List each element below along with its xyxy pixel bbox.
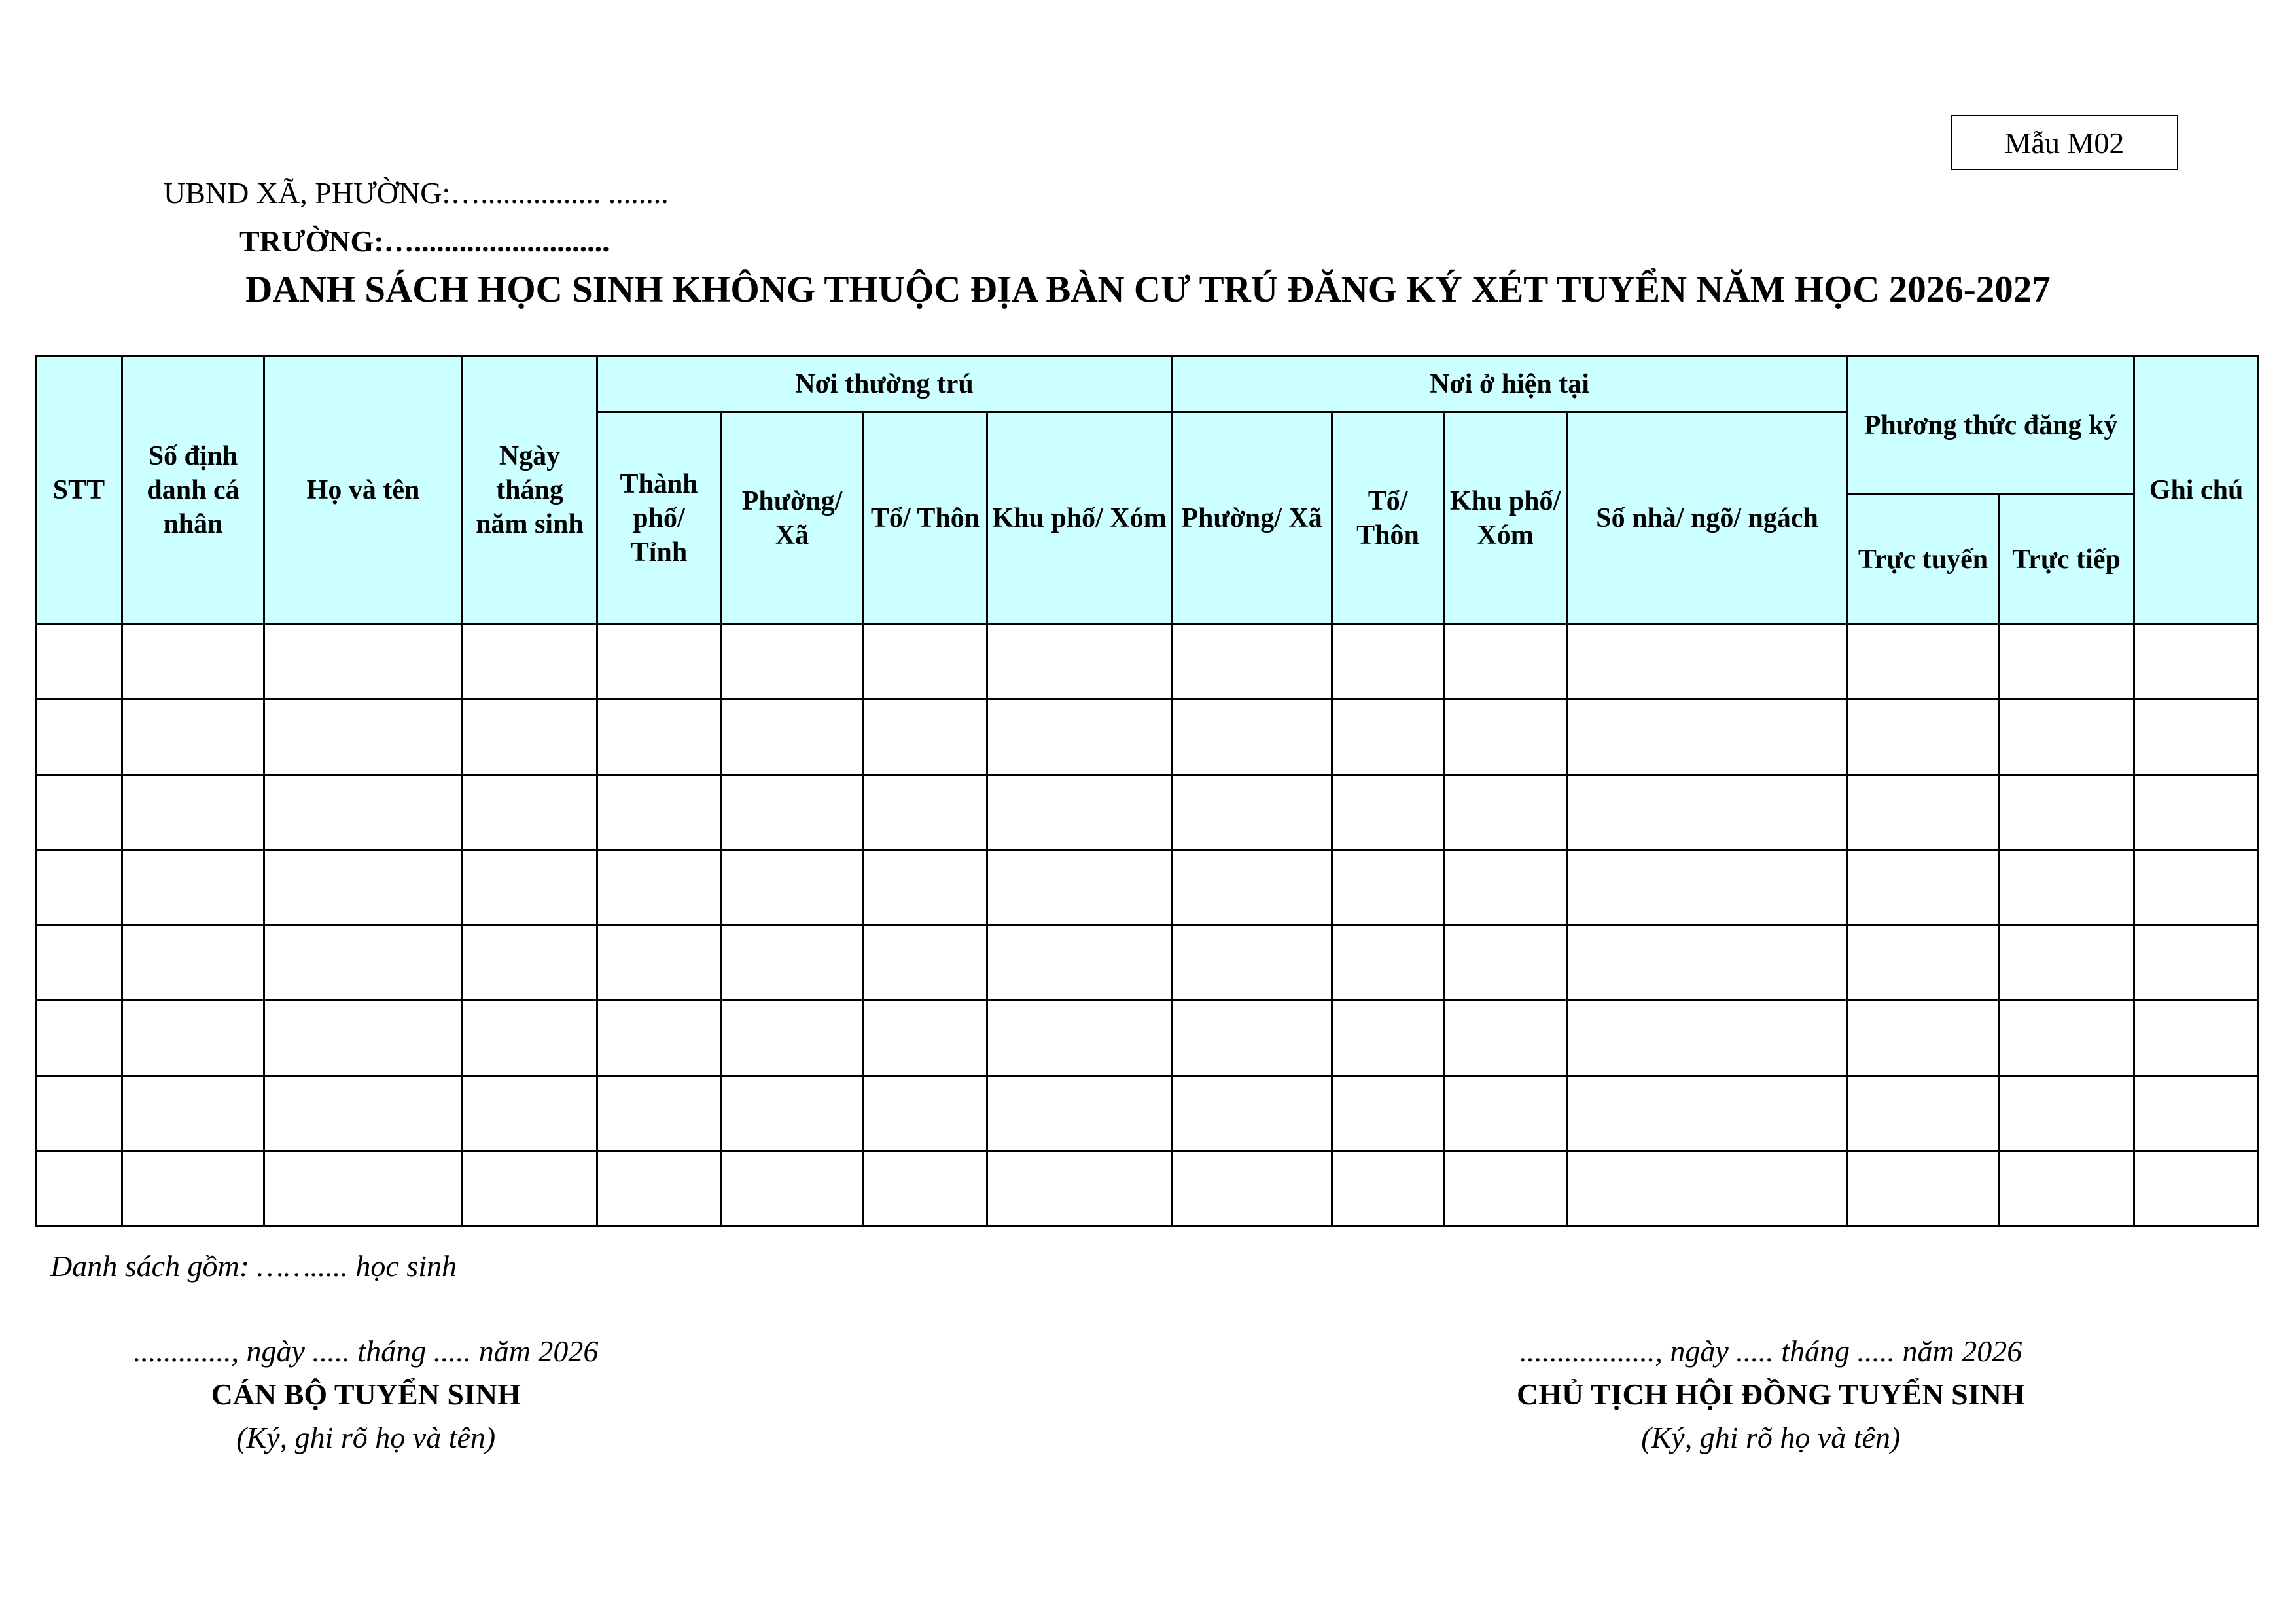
table-cell[interactable] xyxy=(1999,1076,2134,1151)
table-cell[interactable] xyxy=(463,1001,597,1076)
table-header xyxy=(36,357,2259,624)
header-perm-quarter: Khu phố/ Xóm xyxy=(987,412,1172,624)
table-cell[interactable] xyxy=(463,775,597,850)
table-cell[interactable] xyxy=(1172,1076,1332,1151)
table-cell[interactable] xyxy=(1172,1001,1332,1076)
table-cell[interactable] xyxy=(122,850,264,925)
table-cell[interactable] xyxy=(122,624,264,700)
table-cell[interactable] xyxy=(1444,700,1567,775)
table-cell[interactable] xyxy=(721,775,864,850)
table-row xyxy=(36,1151,2259,1226)
table-cell[interactable] xyxy=(1332,1151,1444,1226)
table-cell[interactable] xyxy=(1332,624,1444,700)
table-cell[interactable] xyxy=(864,624,987,700)
table-cell[interactable] xyxy=(1332,850,1444,925)
header-perm-ward: Phường/ Xã xyxy=(721,412,864,624)
table-cell[interactable] xyxy=(1999,1151,2134,1226)
table-cell[interactable] xyxy=(264,700,463,775)
table-cell[interactable] xyxy=(864,925,987,1001)
table-cell[interactable] xyxy=(264,775,463,850)
signature-hint-left: (Ký, ghi rõ họ và tên) xyxy=(236,1421,496,1454)
table-cell[interactable] xyxy=(987,700,1172,775)
table-cell[interactable] xyxy=(1444,775,1567,850)
table-cell[interactable] xyxy=(721,1076,864,1151)
table-cell[interactable] xyxy=(1332,700,1444,775)
table-cell[interactable] xyxy=(597,775,721,850)
table-cell[interactable] xyxy=(122,1001,264,1076)
table-cell[interactable] xyxy=(122,700,264,775)
student-list-table xyxy=(35,355,2259,1227)
signature-date-right: .................., ngày ..... tháng ..... năm 2026 xyxy=(1519,1334,2022,1368)
header-cur-quarter: Khu phố/ Xóm xyxy=(1444,412,1567,624)
table-cell[interactable] xyxy=(36,700,122,775)
table-cell[interactable] xyxy=(1567,1001,1848,1076)
table-cell[interactable] xyxy=(1444,624,1567,700)
table-cell[interactable] xyxy=(264,1001,463,1076)
table-cell[interactable] xyxy=(264,850,463,925)
table-cell[interactable] xyxy=(1567,1076,1848,1151)
table-cell[interactable] xyxy=(463,1151,597,1226)
table-row xyxy=(36,1076,2259,1151)
table-cell[interactable] xyxy=(36,1076,122,1151)
table-cell[interactable] xyxy=(1999,850,2134,925)
header-full-name: Họ và tên xyxy=(264,357,463,624)
table-row xyxy=(36,850,2259,925)
table-cell[interactable] xyxy=(1848,1151,1999,1226)
table-row xyxy=(36,700,2259,775)
table-cell[interactable] xyxy=(1172,700,1332,775)
table-cell[interactable] xyxy=(2134,850,2259,925)
table-cell[interactable] xyxy=(1848,1001,1999,1076)
table-cell[interactable] xyxy=(987,1151,1172,1226)
table-cell[interactable] xyxy=(264,1151,463,1226)
table-cell[interactable] xyxy=(987,925,1172,1001)
form-code: Mẫu M02 xyxy=(2004,126,2125,160)
summary-line: Danh sách gồm: ……..... học sinh xyxy=(50,1249,457,1283)
table-cell[interactable] xyxy=(463,850,597,925)
table-cell[interactable] xyxy=(264,624,463,700)
table-cell[interactable] xyxy=(2134,624,2259,700)
header-note: Ghi chú xyxy=(2134,357,2259,624)
table-cell[interactable] xyxy=(122,1076,264,1151)
table-cell[interactable] xyxy=(463,624,597,700)
table-cell[interactable] xyxy=(36,775,122,850)
table-cell[interactable] xyxy=(1999,775,2134,850)
table-cell[interactable] xyxy=(36,624,122,700)
header-cur-hamlet: Tổ/ Thôn xyxy=(1332,412,1444,624)
header-stt: STT xyxy=(36,357,122,624)
table-cell[interactable] xyxy=(597,624,721,700)
table-cell[interactable] xyxy=(1444,850,1567,925)
table-cell[interactable] xyxy=(1999,925,2134,1001)
signature-block-right xyxy=(1517,1330,2025,1459)
table-cell[interactable] xyxy=(2134,925,2259,1001)
table-cell[interactable] xyxy=(36,925,122,1001)
table-cell[interactable] xyxy=(2134,1001,2259,1076)
table-cell[interactable] xyxy=(1332,1001,1444,1076)
table-cell[interactable] xyxy=(987,624,1172,700)
table-cell[interactable] xyxy=(597,1001,721,1076)
table-cell[interactable] xyxy=(1567,1151,1848,1226)
table-cell[interactable] xyxy=(864,700,987,775)
table-cell[interactable] xyxy=(264,1076,463,1151)
header-birth-date: Ngày tháng năm sinh xyxy=(463,357,597,624)
table-cell[interactable] xyxy=(2134,700,2259,775)
table-cell[interactable] xyxy=(721,850,864,925)
table-cell[interactable] xyxy=(463,925,597,1001)
table-cell[interactable] xyxy=(1848,775,1999,850)
table-cell[interactable] xyxy=(1848,1076,1999,1151)
table-cell[interactable] xyxy=(597,700,721,775)
table-cell[interactable] xyxy=(987,850,1172,925)
table-cell[interactable] xyxy=(1848,700,1999,775)
table-row xyxy=(36,925,2259,1001)
header-permanent-residence: Nơi thường trú xyxy=(597,357,1172,412)
table-cell[interactable] xyxy=(987,1076,1172,1151)
table-cell[interactable] xyxy=(122,1151,264,1226)
table-cell[interactable] xyxy=(721,925,864,1001)
signature-hint-right: (Ký, ghi rõ họ và tên) xyxy=(1641,1421,1901,1454)
table-cell[interactable] xyxy=(864,775,987,850)
form-code-box xyxy=(1951,115,2178,170)
table-cell[interactable] xyxy=(1848,624,1999,700)
signature-role-left: CÁN BỘ TUYỂN SINH xyxy=(211,1378,521,1411)
table-cell[interactable] xyxy=(721,1151,864,1226)
table-cell[interactable] xyxy=(1332,1076,1444,1151)
table-cell[interactable] xyxy=(1172,850,1332,925)
table-cell[interactable] xyxy=(36,1001,122,1076)
table-cell[interactable] xyxy=(1567,775,1848,850)
table-cell[interactable] xyxy=(122,775,264,850)
table-body xyxy=(36,624,2259,1226)
table-cell[interactable] xyxy=(597,925,721,1001)
table-cell[interactable] xyxy=(1567,850,1848,925)
table-cell[interactable] xyxy=(597,850,721,925)
table-cell[interactable] xyxy=(1848,925,1999,1001)
table-cell[interactable] xyxy=(1332,925,1444,1001)
table-cell[interactable] xyxy=(2134,775,2259,850)
signature-date-left: ............., ngày ..... tháng ..... năm 2026 xyxy=(133,1334,599,1368)
table-cell[interactable] xyxy=(1444,1151,1567,1226)
table-cell[interactable] xyxy=(264,925,463,1001)
table-cell[interactable] xyxy=(1444,1076,1567,1151)
table-cell[interactable] xyxy=(1172,925,1332,1001)
table-cell[interactable] xyxy=(1332,775,1444,850)
header-personal-id: Số định danh cá nhân xyxy=(122,357,264,624)
signature-role-right: CHỦ TỊCH HỘI ĐỒNG TUYỂN SINH xyxy=(1517,1378,2025,1411)
table-cell[interactable] xyxy=(721,700,864,775)
header-cur-address: Số nhà/ ngõ/ ngách xyxy=(1567,412,1848,624)
table-cell[interactable] xyxy=(1172,1151,1332,1226)
table-cell[interactable] xyxy=(1999,624,2134,700)
table-cell[interactable] xyxy=(864,1001,987,1076)
table-cell[interactable] xyxy=(1567,925,1848,1001)
table-cell[interactable] xyxy=(1172,775,1332,850)
table-cell[interactable] xyxy=(597,1076,721,1151)
table-cell[interactable] xyxy=(2134,1151,2259,1226)
table-row xyxy=(36,1001,2259,1076)
school-line: TRƯỜNG:….......................... xyxy=(239,224,610,258)
table-cell[interactable] xyxy=(864,1151,987,1226)
table-cell[interactable] xyxy=(987,775,1172,850)
header-online: Trực tuyến xyxy=(1848,495,1999,624)
table-cell[interactable] xyxy=(864,850,987,925)
table-cell[interactable] xyxy=(1999,1001,2134,1076)
table-cell[interactable] xyxy=(463,1076,597,1151)
header-perm-hamlet: Tổ/ Thôn xyxy=(864,412,987,624)
table-cell[interactable] xyxy=(721,1001,864,1076)
table-cell[interactable] xyxy=(36,1151,122,1226)
header-in-person: Trực tiếp xyxy=(1999,495,2134,624)
table-cell[interactable] xyxy=(864,1076,987,1151)
table-cell[interactable] xyxy=(1848,850,1999,925)
header-cur-ward: Phường/ Xã xyxy=(1172,412,1332,624)
signature-block-left xyxy=(133,1330,598,1459)
table-cell[interactable] xyxy=(1567,700,1848,775)
table-cell[interactable] xyxy=(1999,700,2134,775)
unit-line: UBND XÃ, PHƯỜNG:…................ ........ xyxy=(164,176,669,209)
table-cell[interactable] xyxy=(122,925,264,1001)
document-title: DANH SÁCH HỌC SINH KHÔNG THUỘC ĐỊA BÀN CƯ TRÚ ĐĂNG KÝ XÉT TUYỂN NĂM HỌC 2026-2027 xyxy=(245,269,2051,310)
table-cell[interactable] xyxy=(36,850,122,925)
table-cell[interactable] xyxy=(463,700,597,775)
table-cell[interactable] xyxy=(1444,925,1567,1001)
table-cell[interactable] xyxy=(987,1001,1172,1076)
table-cell[interactable] xyxy=(1172,624,1332,700)
table-row xyxy=(36,775,2259,850)
header-registration-method: Phương thức đăng ký xyxy=(1848,357,2134,495)
table-cell[interactable] xyxy=(721,624,864,700)
table-row xyxy=(36,624,2259,700)
header-perm-city: Thành phố/ Tỉnh xyxy=(597,412,721,624)
table-cell[interactable] xyxy=(1444,1001,1567,1076)
table-cell[interactable] xyxy=(1567,624,1848,700)
table-cell[interactable] xyxy=(2134,1076,2259,1151)
table-cell[interactable] xyxy=(597,1151,721,1226)
header-current-residence: Nơi ở hiện tại xyxy=(1172,357,1848,412)
